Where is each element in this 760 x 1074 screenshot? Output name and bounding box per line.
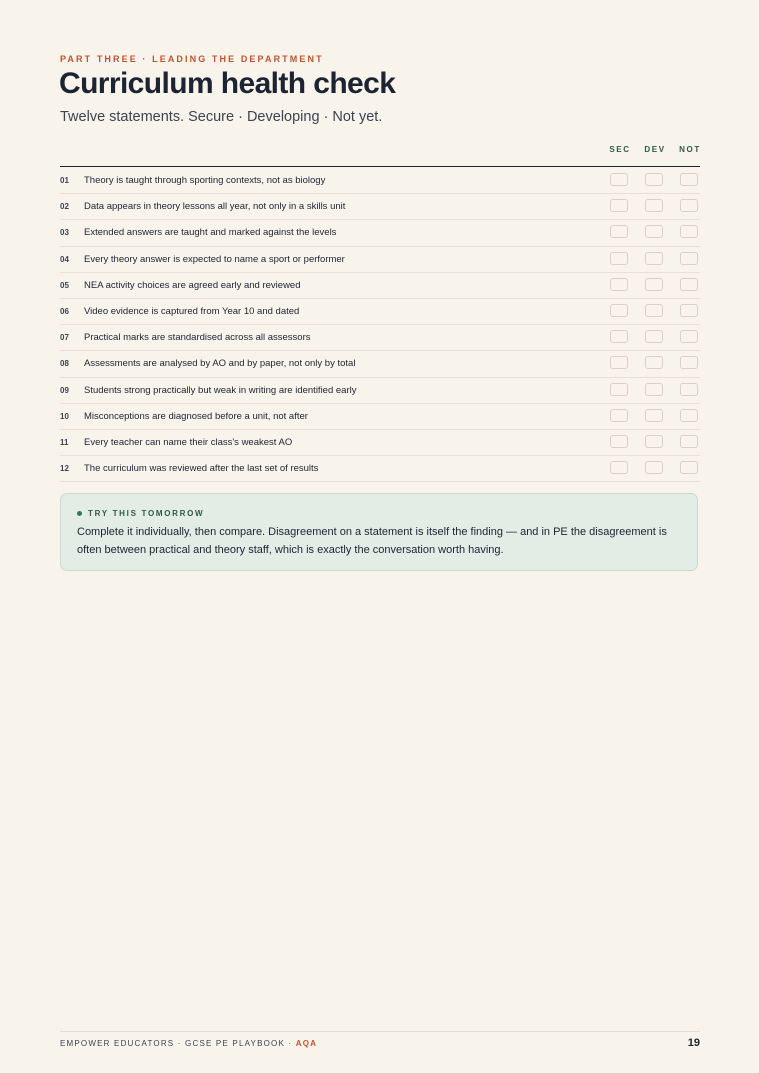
statement-row [60, 404, 700, 430]
statement-list [60, 168, 700, 482]
secure-checkbox[interactable] [610, 252, 628, 265]
bullet-dot-icon [77, 511, 82, 516]
statement-number: 05 [60, 280, 69, 290]
statement-number: 12 [60, 464, 69, 474]
column-header-not-yet: NOT [679, 145, 701, 154]
statement-row [60, 430, 700, 456]
statement-text: Theory is taught through sporting contexts, not as biology [84, 175, 326, 186]
statement-text: Students strong practically but weak in writing are identified early [84, 384, 357, 396]
secure-checkbox[interactable] [610, 435, 628, 448]
section-eyebrow: PART THREE · LEADING THE DEPARTMENT [60, 54, 324, 64]
developing-checkbox[interactable] [645, 173, 663, 186]
statement-row [60, 456, 700, 482]
secure-checkbox[interactable] [610, 278, 628, 291]
statement-text: Every teacher can name their class's weakest AO [84, 436, 293, 448]
statement-text: NEA activity choices are agreed early and reviewed [84, 279, 301, 291]
statement-text: Misconceptions are diagnosed before a unit, not after [84, 410, 308, 422]
developing-checkbox[interactable] [645, 383, 663, 396]
footer-board-label: AQA [295, 1039, 318, 1048]
statement-text: Assessments are analysed by AO and by paper, not only by total [84, 358, 356, 370]
secure-checkbox[interactable] [610, 461, 628, 474]
secure-checkbox[interactable] [610, 199, 628, 212]
developing-checkbox[interactable] [645, 435, 663, 448]
callout-label-text: TRY THIS TOMORROW [88, 509, 205, 518]
statement-number: 03 [60, 228, 69, 238]
developing-checkbox[interactable] [645, 252, 663, 265]
statement-number: 02 [60, 202, 69, 212]
statement-text: Every theory answer is expected to name a sport or performer [84, 253, 345, 265]
statement-row [60, 220, 700, 246]
secure-checkbox[interactable] [610, 225, 628, 238]
developing-checkbox[interactable] [645, 330, 663, 343]
statement-row [60, 351, 700, 377]
developing-checkbox[interactable] [645, 356, 663, 369]
not-yet-checkbox[interactable] [680, 409, 698, 422]
statement-number: 11 [60, 437, 69, 447]
secure-checkbox[interactable] [610, 330, 628, 343]
statement-row [60, 168, 700, 194]
not-yet-checkbox[interactable] [680, 252, 698, 265]
secure-checkbox[interactable] [610, 173, 628, 186]
secure-checkbox[interactable] [610, 304, 628, 317]
page-number: 19 [687, 1037, 700, 1049]
statement-row [60, 194, 700, 220]
try-this-tomorrow-callout [60, 493, 698, 571]
page-title: Curriculum health check [59, 67, 396, 100]
statement-text: Extended answers are taught and marked against the levels [84, 227, 337, 239]
not-yet-checkbox[interactable] [680, 356, 698, 369]
developing-checkbox[interactable] [645, 278, 663, 291]
footer-title-text: EMPOWER EDUCATORS · GCSE PE PLAYBOOK · [60, 1039, 296, 1048]
not-yet-checkbox[interactable] [680, 330, 698, 343]
statement-text: Video evidence is captured from Year 10 and dated [84, 305, 300, 317]
statement-row [60, 299, 700, 325]
statement-number: 07 [60, 333, 69, 343]
developing-checkbox[interactable] [645, 409, 663, 422]
statement-number: 09 [60, 385, 69, 395]
statement-text: Data appears in theory lessons all year, not only in a skills unit [84, 201, 346, 213]
statement-row [60, 273, 700, 299]
not-yet-checkbox[interactable] [680, 225, 698, 238]
not-yet-checkbox[interactable] [680, 304, 698, 317]
not-yet-checkbox[interactable] [680, 278, 698, 291]
statement-number: 04 [60, 254, 69, 264]
statement-text: The curriculum was reviewed after the last set of results [84, 463, 319, 475]
statement-number: 01 [60, 176, 69, 185]
secure-checkbox[interactable] [610, 383, 628, 396]
statement-number: 06 [60, 306, 69, 316]
developing-checkbox[interactable] [645, 199, 663, 212]
developing-checkbox[interactable] [645, 304, 663, 317]
not-yet-checkbox[interactable] [680, 435, 698, 448]
column-header-developing: DEV [644, 145, 666, 154]
secure-checkbox[interactable] [610, 409, 628, 422]
not-yet-checkbox[interactable] [680, 173, 698, 186]
statement-row [60, 325, 700, 351]
callout-body: Complete it individually, then compare. Disagreement on a statement is itself the finding — and in PE the disagreement is often between practical and theory staff, which is exactly the conversation worth having. [77, 526, 667, 556]
not-yet-checkbox[interactable] [680, 383, 698, 396]
developing-checkbox[interactable] [645, 461, 663, 474]
statement-row [60, 247, 700, 273]
developing-checkbox[interactable] [645, 225, 663, 238]
secure-checkbox[interactable] [610, 356, 628, 369]
statement-number: 10 [60, 411, 69, 421]
not-yet-checkbox[interactable] [680, 461, 698, 474]
table-header-rule [60, 166, 700, 167]
callout-label [77, 509, 204, 518]
rating-column-headers [600, 145, 700, 157]
footer-running-title [60, 1039, 317, 1048]
not-yet-checkbox[interactable] [680, 199, 698, 212]
column-header-secure: SEC [609, 145, 631, 154]
statement-text: Practical marks are standardised across all assessors [84, 332, 311, 344]
footer-rule [60, 1031, 700, 1032]
page-subtitle: Twelve statements. Secure · Developing · Not yet. [60, 109, 383, 125]
statement-number: 08 [60, 359, 69, 369]
statement-row [60, 378, 700, 404]
